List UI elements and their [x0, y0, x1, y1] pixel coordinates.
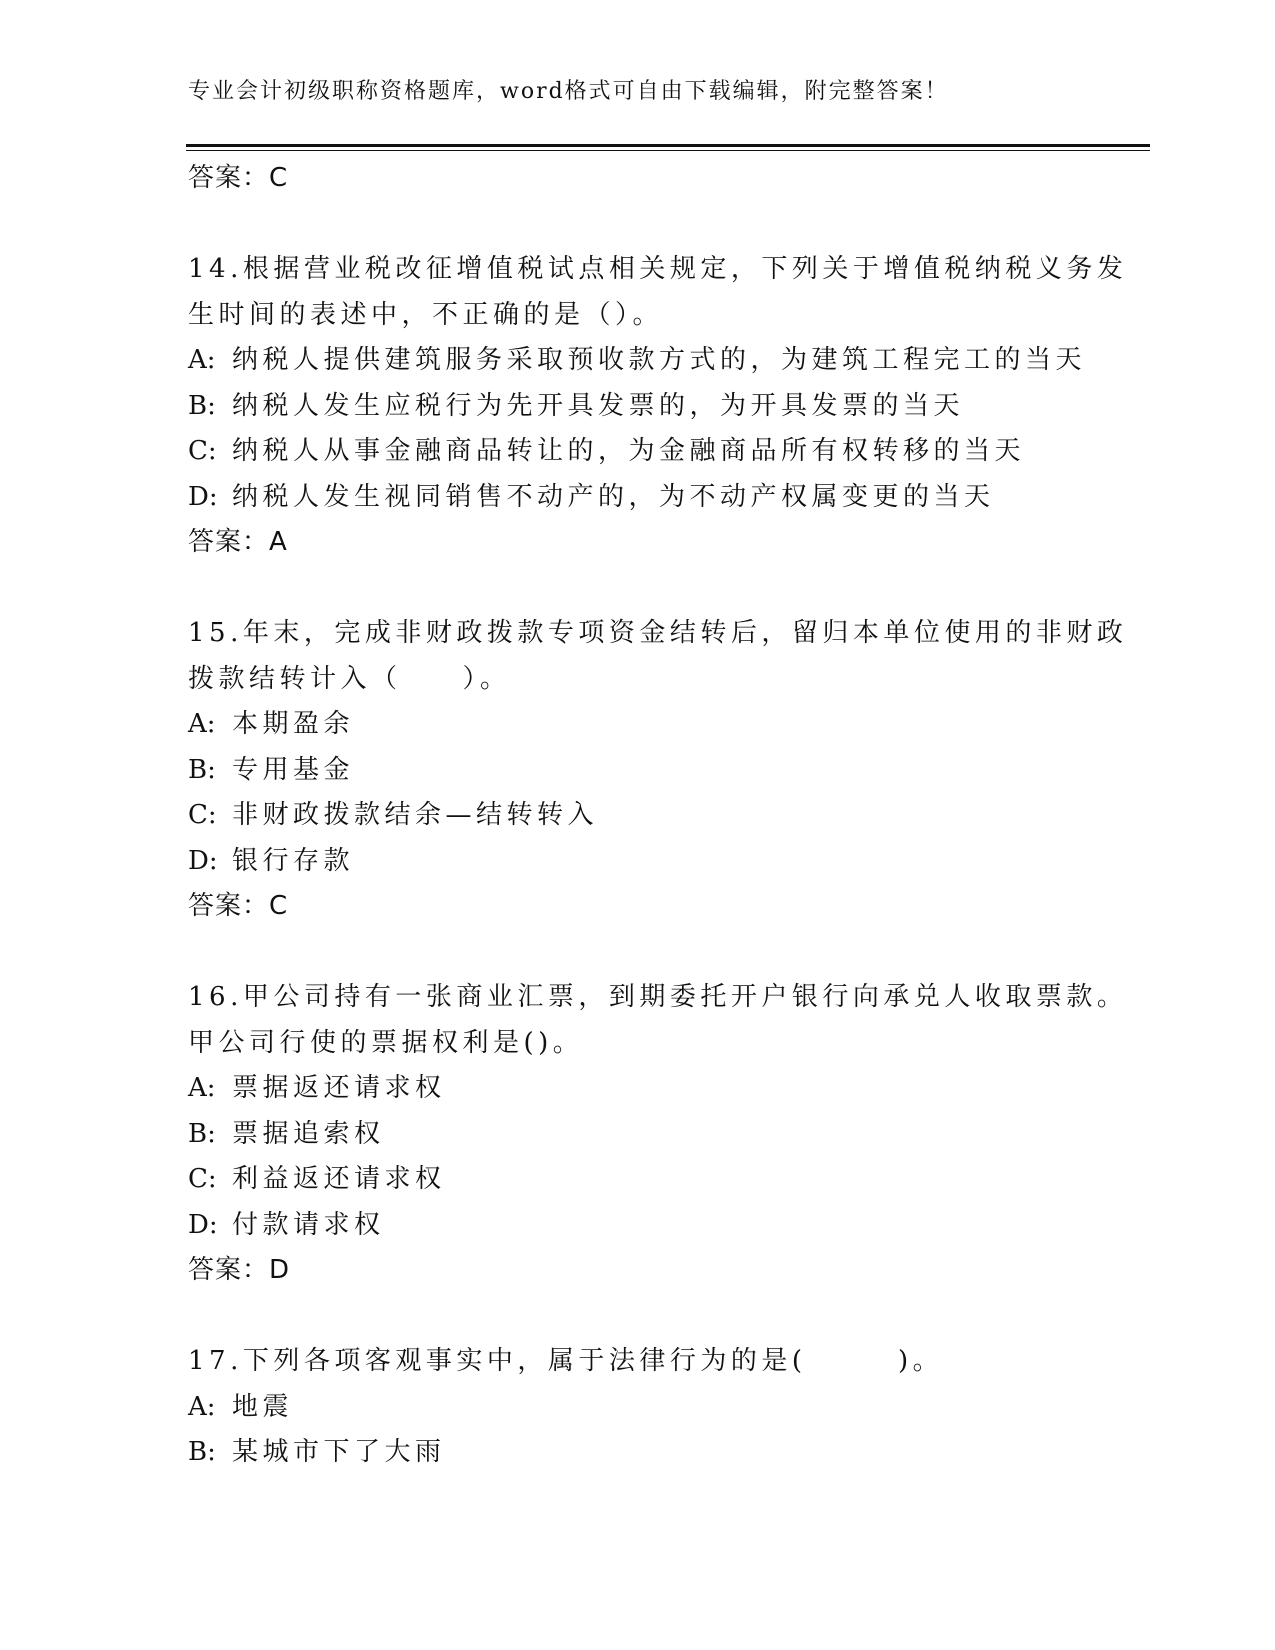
- option-text: 非财政拨款结余—结转转入: [232, 800, 599, 830]
- option-label: D:: [188, 481, 218, 512]
- option-label: A:: [188, 709, 216, 739]
- option-text: 纳税人提供建筑服务采取预收款方式的，为建筑工程完工的当天: [232, 345, 1087, 375]
- option-a: [188, 702, 1118, 748]
- option-label: D:: [188, 1209, 218, 1240]
- option-label: C:: [188, 800, 217, 830]
- option-a: [188, 1385, 1118, 1431]
- option-text: 纳税人发生应税行为先开具发票的，为开具发票的当天: [232, 390, 965, 421]
- question-stem: 生时间的表述中，不正确的是（）。: [188, 299, 664, 330]
- option-c: [188, 1157, 1118, 1203]
- option-text: 纳税人从事金融商品转让的，为金融商品所有权转移的当天: [232, 436, 1026, 466]
- question-stem: 16.甲公司持有一张商业汇票，到期委托开户银行向承兑人收取票款。: [188, 982, 1128, 1012]
- header-rule-thick: [186, 144, 1150, 147]
- question-block: [188, 975, 1128, 1294]
- option-text: 纳税人发生视同销售不动产的，为不动产权属变更的当天: [232, 481, 995, 512]
- option-c: [188, 429, 1118, 475]
- option-text: 付款请求权: [232, 1209, 385, 1240]
- option-text: 利益返还请求权: [232, 1164, 446, 1194]
- option-d: [188, 1203, 1118, 1249]
- option-text: 本期盈余: [232, 709, 355, 739]
- spacer: [188, 930, 1118, 976]
- option-label: D:: [188, 845, 218, 876]
- option-label: C:: [188, 1164, 217, 1194]
- option-label: B:: [188, 1118, 216, 1149]
- header-rule-thin: [186, 150, 1150, 151]
- page-header: 专业会计初级职称资格题库，word格式可自由下载编辑，附完整答案！: [188, 79, 949, 104]
- option-b: [188, 748, 1118, 794]
- option-b: [188, 1430, 1118, 1476]
- question-stem: 拨款结转计入（ ）。: [188, 663, 511, 694]
- option-c: [188, 793, 1118, 839]
- option-text: 票据返还请求权: [232, 1073, 446, 1103]
- option-text: 地震: [232, 1391, 294, 1422]
- option-d: [188, 839, 1118, 885]
- spacer: [188, 1294, 1118, 1340]
- option-text: 某城市下了大雨: [232, 1437, 446, 1467]
- answer-line: 答案：D: [188, 1255, 291, 1285]
- option-d: [188, 475, 1118, 521]
- option-b: [188, 1112, 1118, 1158]
- question-stem: 14.根据营业税改征增值税试点相关规定，下列关于增值税纳税义务发: [188, 254, 1128, 284]
- option-label: C:: [188, 436, 217, 466]
- question-stem: 15.年末，完成非财政拨款专项资金结转后，留归本单位使用的非财政: [188, 618, 1128, 648]
- option-label: A:: [188, 1073, 216, 1103]
- answer-line: 答案：C: [188, 891, 289, 921]
- question-block: [188, 1339, 1118, 1476]
- option-label: B:: [188, 390, 216, 421]
- question-stem: 甲公司行使的票据权利是()。: [188, 1027, 584, 1058]
- question-stem: 17.下列各项客观事实中，属于法律行为的是( )。: [188, 1346, 944, 1376]
- document-body: [188, 156, 1128, 1476]
- option-label: A:: [188, 345, 216, 375]
- option-label: B:: [188, 754, 216, 785]
- spacer: [188, 202, 1118, 248]
- question-block: [188, 611, 1128, 930]
- option-label: B:: [188, 1437, 216, 1467]
- option-text: 专用基金: [232, 754, 355, 785]
- answer-line: 答案：C: [188, 163, 289, 193]
- option-label: A:: [188, 1391, 216, 1422]
- answer-line: 答案：A: [188, 527, 288, 557]
- option-a: [188, 1066, 1118, 1112]
- option-b: [188, 384, 1118, 430]
- option-a: [188, 338, 1118, 384]
- question-block: [188, 247, 1128, 566]
- option-text: 银行存款: [232, 845, 355, 876]
- spacer: [188, 566, 1118, 612]
- option-text: 票据追索权: [232, 1118, 385, 1149]
